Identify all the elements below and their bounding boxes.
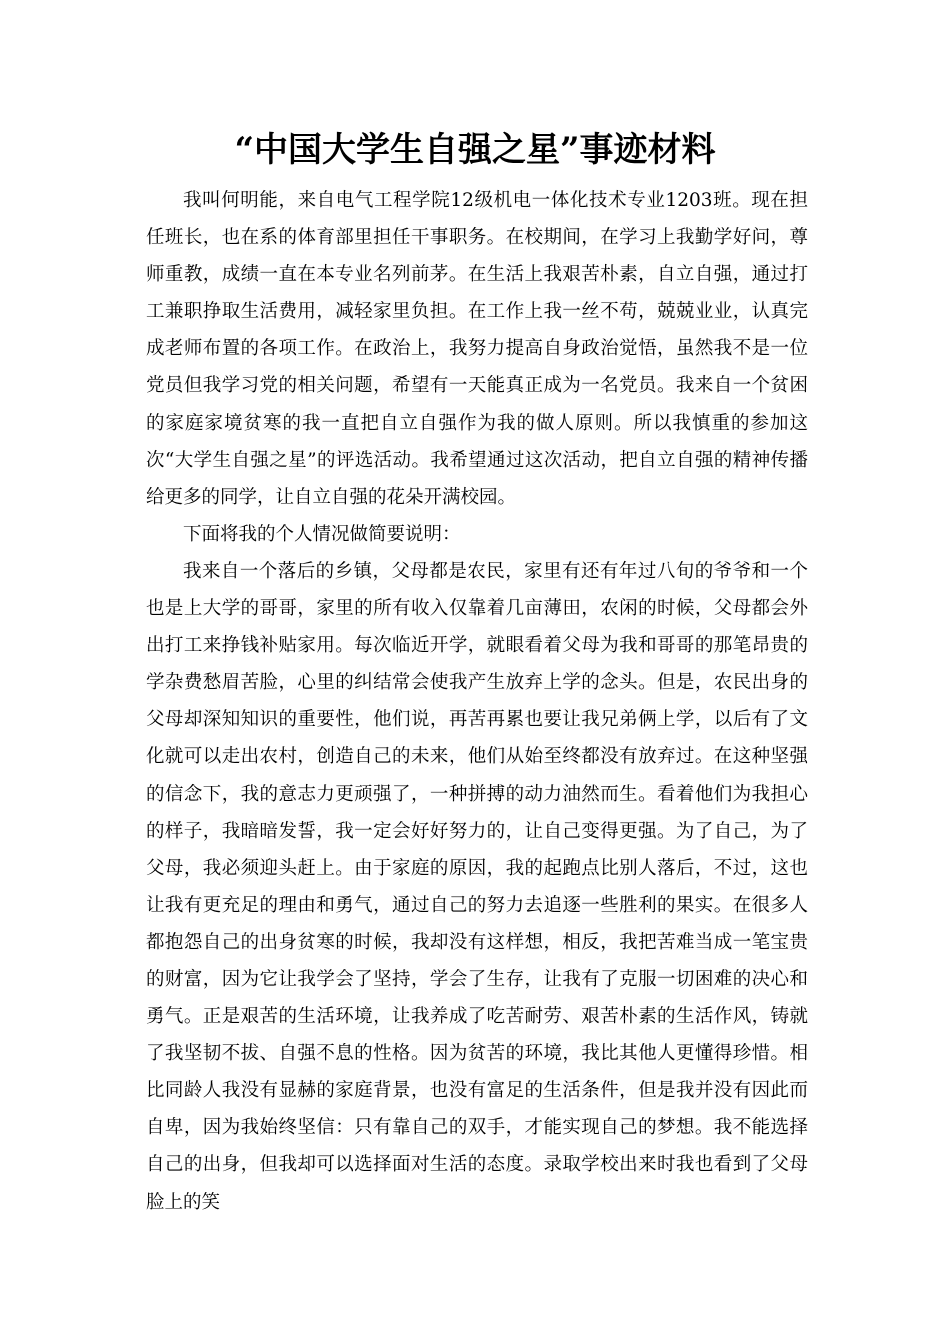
document-title: “中国大学生自强之星”事迹材料	[234, 130, 716, 170]
paragraph-transition: 下面将我的个人情况做简要说明：	[183, 523, 461, 545]
paragraph-background: 我来自一个落后的乡镇，父母都是农民，家里有还有年过八旬的爷爷和一个也是上大学的哥哥，家里的所有收入仅靠着几亩薄田，农闲的时候，父母都会外出打工来挣钱补贴家用。每次临近开学，就眼看着父母为我和哥哥的那笔昂贵的学杂费愁眉苦脸，心里的纠结常会使我产生放弃上学的念头。但是，农民出身的父母却深知知识的重要性，他们说，再苦再累也要让我兄弟俩上学，以后有了文化就可以走出农村，创造自己的未来，他们从始至终都没有放弃过。在这种坚强的信念下，我的意志力更顽强了，一种拼搏的动力油然而生。看着他们为我担心的样子，我暗暗发誓，我一定会好好努力的，让自己变得更强。为了自己，为了父母，我必须迎头赶上。由于家庭的原因，我的起跑点比别人落后，不过，这也让我有更充足的理由和勇气，通过自己的努力去追逐一些胜利的果实。在很多人都抱怨自己的出身贫寒的时候，我却没有这样想，相反，我把苦难当成一笔宝贵的财富，因为它让我学会了坚持，学会了生存，让我有了克服一切困难的决心和勇气。正是艰苦的生活环境，让我养成了吃苦耐劳、艰苦朴素的生活作风，铸就了我坚韧不拔、自强不息的性格。因为贫苦的环境，我比其他人更懂得珍惜。相比同龄人我没有显赫的家庭背景，也没有富足的生活条件，但是我并没有因此而自卑，因为我始终坚信：只有靠自己的双手，才能实现自己的梦想。我不能选择自己的出身，但我却可以选择面对生活的态度。录取学校出来时我也看到了父母脸上的笑	[146, 560, 808, 1213]
paragraph-introduction: 我叫何明能，来自电气工程学院12级机电一体化技术专业1203班。现在担任班长，也在系的体育部里担任干事职务。在校期间，在学习上我勤学好问，尊师重教，成绩一直在本专业名列前茅。在生活上我艰苦朴素，自立自强，通过打工兼职挣取生活费用，减轻家里负担。在工作上我一丝不苟，兢兢业业，认真完成老师布置的各项工作。在政治上，我努力提高自身政治觉悟，虽然我不是一位党员但我学习党的相关问题，希望有一天能真正成为一名党员。我来自一个贫困的家庭家境贫寒的我一直把自立自强作为我的做人原则。所以我慎重的参加这次“大学生自强之星”的评选活动。我希望通过这次活动，把自立自强的精神传播给更多的同学，让自立自强的花朵开满校园。	[146, 190, 808, 508]
document-body	[146, 182, 808, 1221]
